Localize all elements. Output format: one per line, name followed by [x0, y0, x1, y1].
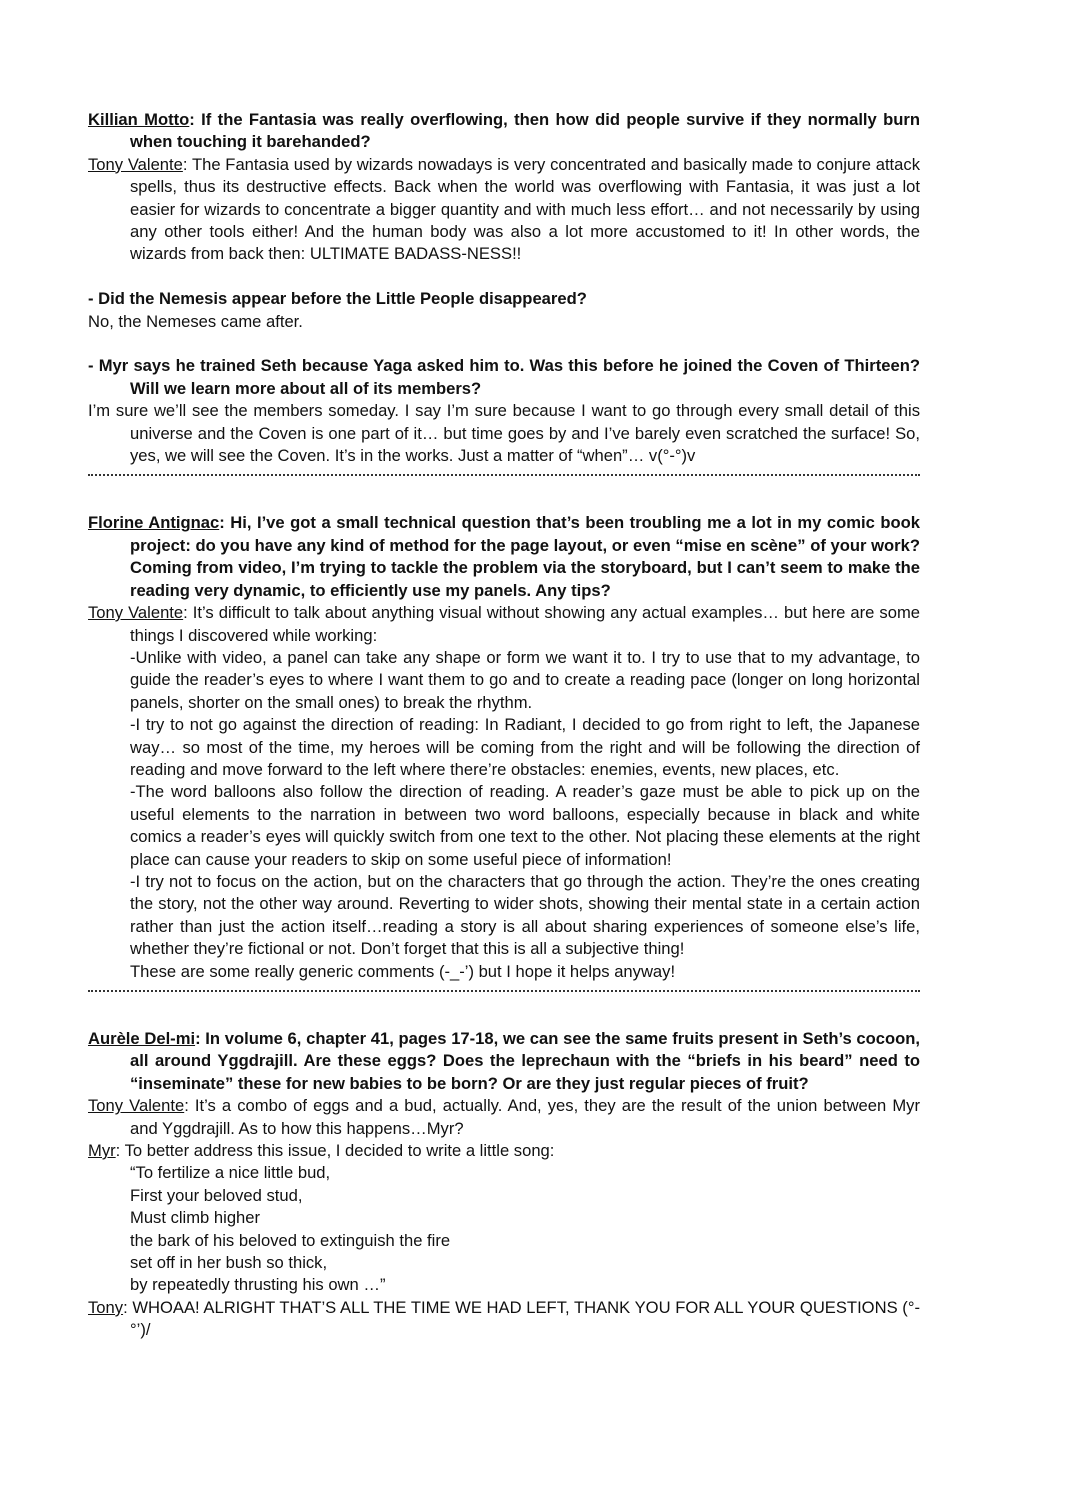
- document-page: [88, 109, 920, 1342]
- tip-paragraph: -I try to not go against the direction of reading: In Radiant, I decided to go from right to left, the Japanese way… so most of the time, my heroes will be coming from the right and will be following the direction of reading and move forward to the left where there’re obstacles: enemies, events, new places, etc.: [130, 715, 920, 779]
- song-line: by repeatedly thrusting his own …”: [130, 1275, 386, 1295]
- answer-text: : It’s a combo of eggs and a bud, actually. And, yes, they are the result of the union between Myr and Yggdrajill. As to how this happens…Myr?: [130, 1096, 920, 1138]
- asker-name: Florine Antignac: [88, 513, 220, 533]
- dotted-divider: [88, 474, 920, 476]
- answerer-name: Myr: [88, 1141, 116, 1161]
- question-aurele: [88, 1028, 920, 1095]
- answerer-name: Tony Valente: [88, 1096, 185, 1116]
- answer-text: : It’s difficult to talk about anything visual without showing any actual examples… but here are some things I discovered while working:: [130, 603, 920, 645]
- question-text: : Hi, I’ve got a small technical question that’s been troubling me a lot in my comic book project: do you have any kind of method for the page layout, or even “mise en scène” of your work? Coming from video, I’m trying to tackle the problem via the storyboard, but I can’t seem to make the reading very dynamic, to efficiently use my panels. Any tips?: [130, 513, 920, 600]
- answer-tony: [88, 602, 920, 647]
- tip-paragraph: -The word balloons also follow the direction of reading. A reader’s gaze must be able to pick up on the useful elements to the narration in between two word balloons, especially because in black and white comics a reader’s eyes will quickly switch from one text to the other. Not placing these elements at the right place can cause your readers to skip on some useful piece of information!: [130, 782, 920, 869]
- question-florine: [88, 512, 920, 602]
- question-nemesis: - Did the Nemesis appear before the Little People disappeared?: [88, 289, 587, 309]
- answerer-name: Tony Valente: [88, 603, 184, 623]
- tip-paragraph: -I try not to focus on the action, but on the characters that go through the action. They’re the ones creating the story, not the other way around. Reverting to wider shots, showing their mental state in a certain action rather than just the action itself…reading a story is all about sharing experiences of someone else’s life, whether they’re fictional or not. Don’t forget that this is all a subjective thing!: [130, 871, 920, 959]
- question-text: : If the Fantasia was really overflowing, then how did people survive if they normally burn when touching it barehanded?: [130, 110, 920, 152]
- answer-myr: [88, 1140, 920, 1162]
- answerer-name: Tony: [88, 1297, 124, 1317]
- dotted-divider: [88, 990, 920, 992]
- song-line: the bark of his beloved to extinguish the fire: [130, 1230, 451, 1250]
- answer-tony: [88, 1095, 920, 1140]
- answer-text: : The Fantasia used by wizards nowadays is very concentrated and basically made to conjure attack spells, thus its destructive effects. Back when the world was overflowing with Fantasia, it was just a lot easier for wizards to concentrate a bigger quantity and with much less effort… and not necessarily by using any other tools either! And the human body was also a lot more accustomed to it! In other words, the wizards from back then: ULTIMATE BADASS-NESS!!: [130, 154, 920, 264]
- closing-paragraph: These are some really generic comments (-_-’) but I hope it helps anyway!: [130, 961, 676, 981]
- answer-tony: [88, 154, 920, 266]
- answer-nemesis: No, the Nemeses came after.: [88, 311, 303, 331]
- question-text: : In volume 6, chapter 41, pages 17-18, we can see the same fruits present in Seth’s cocoon, all around Yggdrajill. Are these eggs? Does the leprechaun with the “briefs in his beard” need to “inseminate” these for new babies to be born? Or are they just regular pieces of fruit?: [130, 1029, 921, 1093]
- answer-tony-final: [88, 1297, 920, 1342]
- song-line: Must climb higher: [130, 1208, 261, 1228]
- question-coven: - Myr says he trained Seth because Yaga asked him to. Was this before he joined the Coven of Thirteen? Will we learn more about all of its members?: [88, 356, 920, 398]
- answer-coven: I’m sure we’ll see the members someday. I say I’m sure because I want to go through every small detail of this universe and the Coven is one part of it… but time goes by and I’ve barely even scratched the surface! So, yes, we will see the Coven. It’s in the works. Just a matter of “when”… v(°-°)v: [88, 401, 920, 466]
- answer-text: : WHOAA! ALRIGHT THAT’S ALL THE TIME WE HAD LEFT, THANK YOU FOR ALL YOUR QUESTIONS (°-°’)/: [123, 1297, 920, 1340]
- song-line: “To fertilize a nice little bud,: [130, 1163, 331, 1183]
- asker-name: Aurèle Del-mi: [88, 1029, 196, 1048]
- tip-paragraph: -Unlike with video, a panel can take any shape or form we want it to. I try to use that to my advantage, to guide the reader’s eyes to where I want them to go and to create a reading pace (longer on long horizontal panels, shorter on the small ones) to break the rhythm.: [130, 647, 920, 712]
- answer-text: : To better address this issue, I decided to write a little song:: [115, 1141, 555, 1161]
- asker-name: Killian Motto: [88, 110, 190, 129]
- song-line: First your beloved stud,: [130, 1185, 303, 1205]
- answerer-name: Tony Valente: [88, 154, 183, 174]
- question-killian: [88, 109, 920, 154]
- song-line: set off in her bush so thick,: [130, 1253, 328, 1273]
